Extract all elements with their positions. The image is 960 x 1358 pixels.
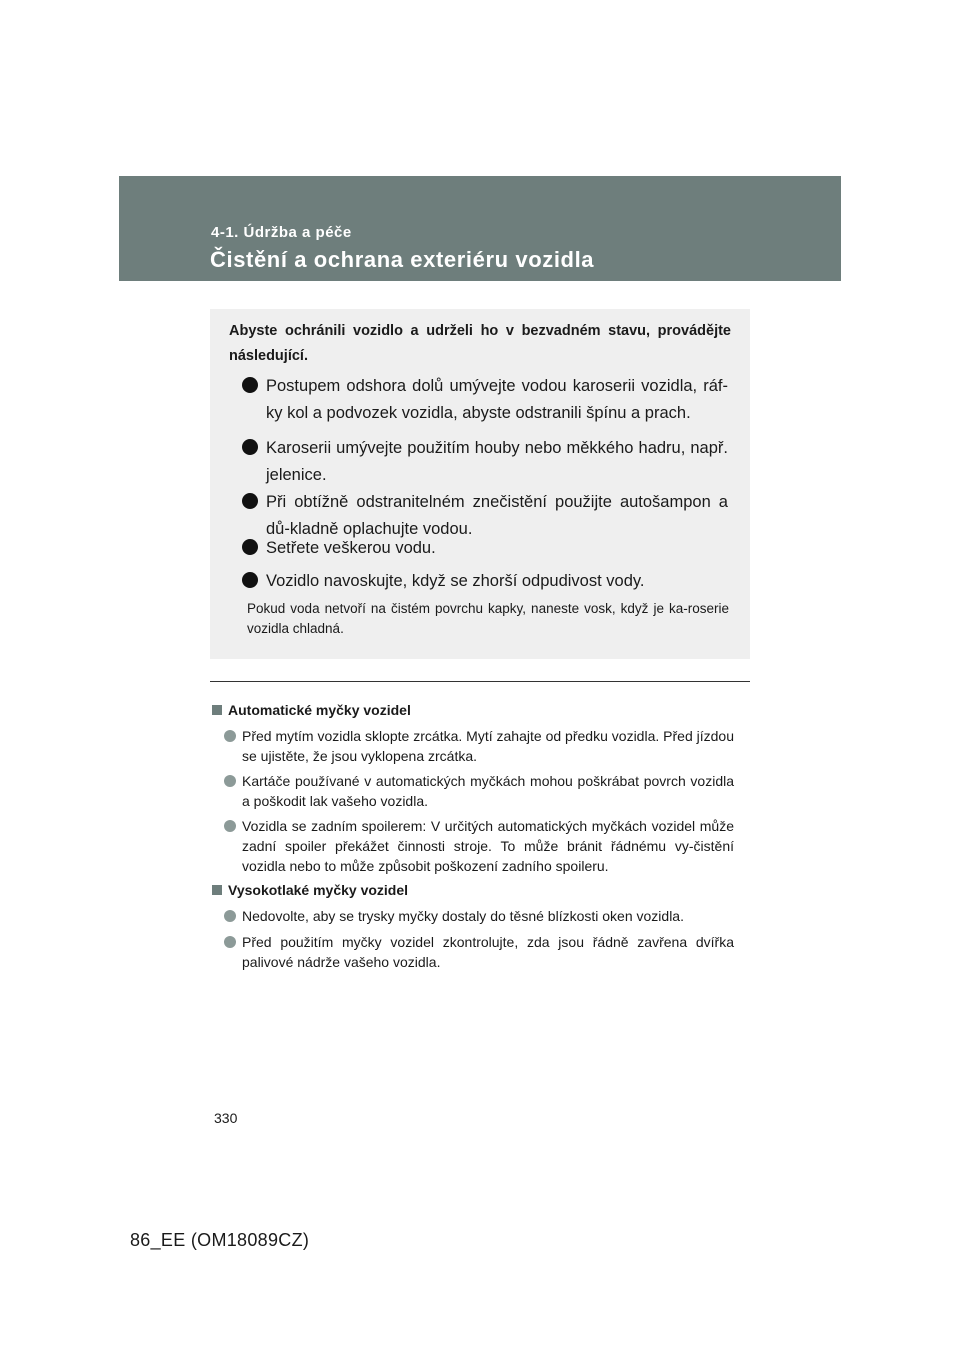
bullet-icon	[224, 730, 236, 742]
summary-box	[210, 309, 750, 659]
bullet-icon	[242, 539, 258, 555]
section-heading: Automatické myčky vozidel	[212, 700, 411, 720]
square-bullet-icon	[212, 705, 222, 715]
bullet-icon	[242, 439, 258, 455]
page-number: 330	[214, 1110, 238, 1126]
bullet-icon	[224, 936, 236, 948]
list-item: Setřete veškerou vodu.	[266, 535, 728, 562]
document-code: 86_EE (OM18089CZ)	[130, 1230, 310, 1250]
bullet-icon	[242, 572, 258, 588]
summary-note: Pokud voda netvoří na čistém povrchu kapky, naneste vosk, když je ka-roserie vozidla chladná.	[247, 601, 729, 636]
chapter-header	[119, 176, 841, 281]
list-item: Vozidlo navoskujte, když se zhorší odpudivost vody.	[266, 568, 728, 595]
list-item: Kartáče používané v automatických myčkách mohou poškrábat povrch vozidla a poškodit lak vašeho vozidla.	[242, 771, 734, 811]
page-title: Čistění a ochrana exteriéru vozidla	[210, 247, 595, 272]
list-item: Při obtížně odstranitelném znečistění použijte autošampon a dů-kladně oplachujte vodou.	[266, 489, 728, 543]
list-item: Karoserii umývejte použitím houby nebo měkkého hadru, např. jelenice.	[266, 435, 728, 489]
bullet-icon	[224, 775, 236, 787]
square-bullet-icon	[212, 885, 222, 895]
divider	[210, 681, 750, 682]
bullet-icon	[242, 377, 258, 393]
bullet-icon	[224, 820, 236, 832]
list-item: Před použitím myčky vozidel zkontrolujte, zda jsou řádně zavřena dvířka palivové nádrže vašeho vozidla.	[242, 932, 734, 972]
section-heading: Vysokotlaké myčky vozidel	[212, 880, 408, 900]
bullet-icon	[224, 910, 236, 922]
bullet-icon	[242, 493, 258, 509]
summary-intro: Abyste ochránili vozidlo a udrželi ho v bezvadném stavu, provádějte následující.	[229, 323, 731, 364]
section-label: 4-1. Údržba a péče	[211, 224, 352, 241]
list-item: Nedovolte, aby se trysky myčky dostaly do těsné blízkosti oken vozidla.	[242, 906, 734, 926]
list-item: Před mytím vozidla sklopte zrcátka. Mytí zahajte od předku vozidla. Před jízdou se ujistěte, že jsou vyklopena zrcátka.	[242, 726, 734, 766]
list-item: Postupem odshora dolů umývejte vodou karoserii vozidla, ráf-ky kol a podvozek vozidla, abyste odstranili špínu a prach.	[266, 373, 728, 427]
list-item: Vozidla se zadním spoilerem: V určitých automatických myčkách vozidel může zadní spoiler překážet činnosti stroje. To může bránit řádnému vy-čistění vozidla nebo to může způsobit poškození zadního spoileru.	[242, 816, 734, 876]
